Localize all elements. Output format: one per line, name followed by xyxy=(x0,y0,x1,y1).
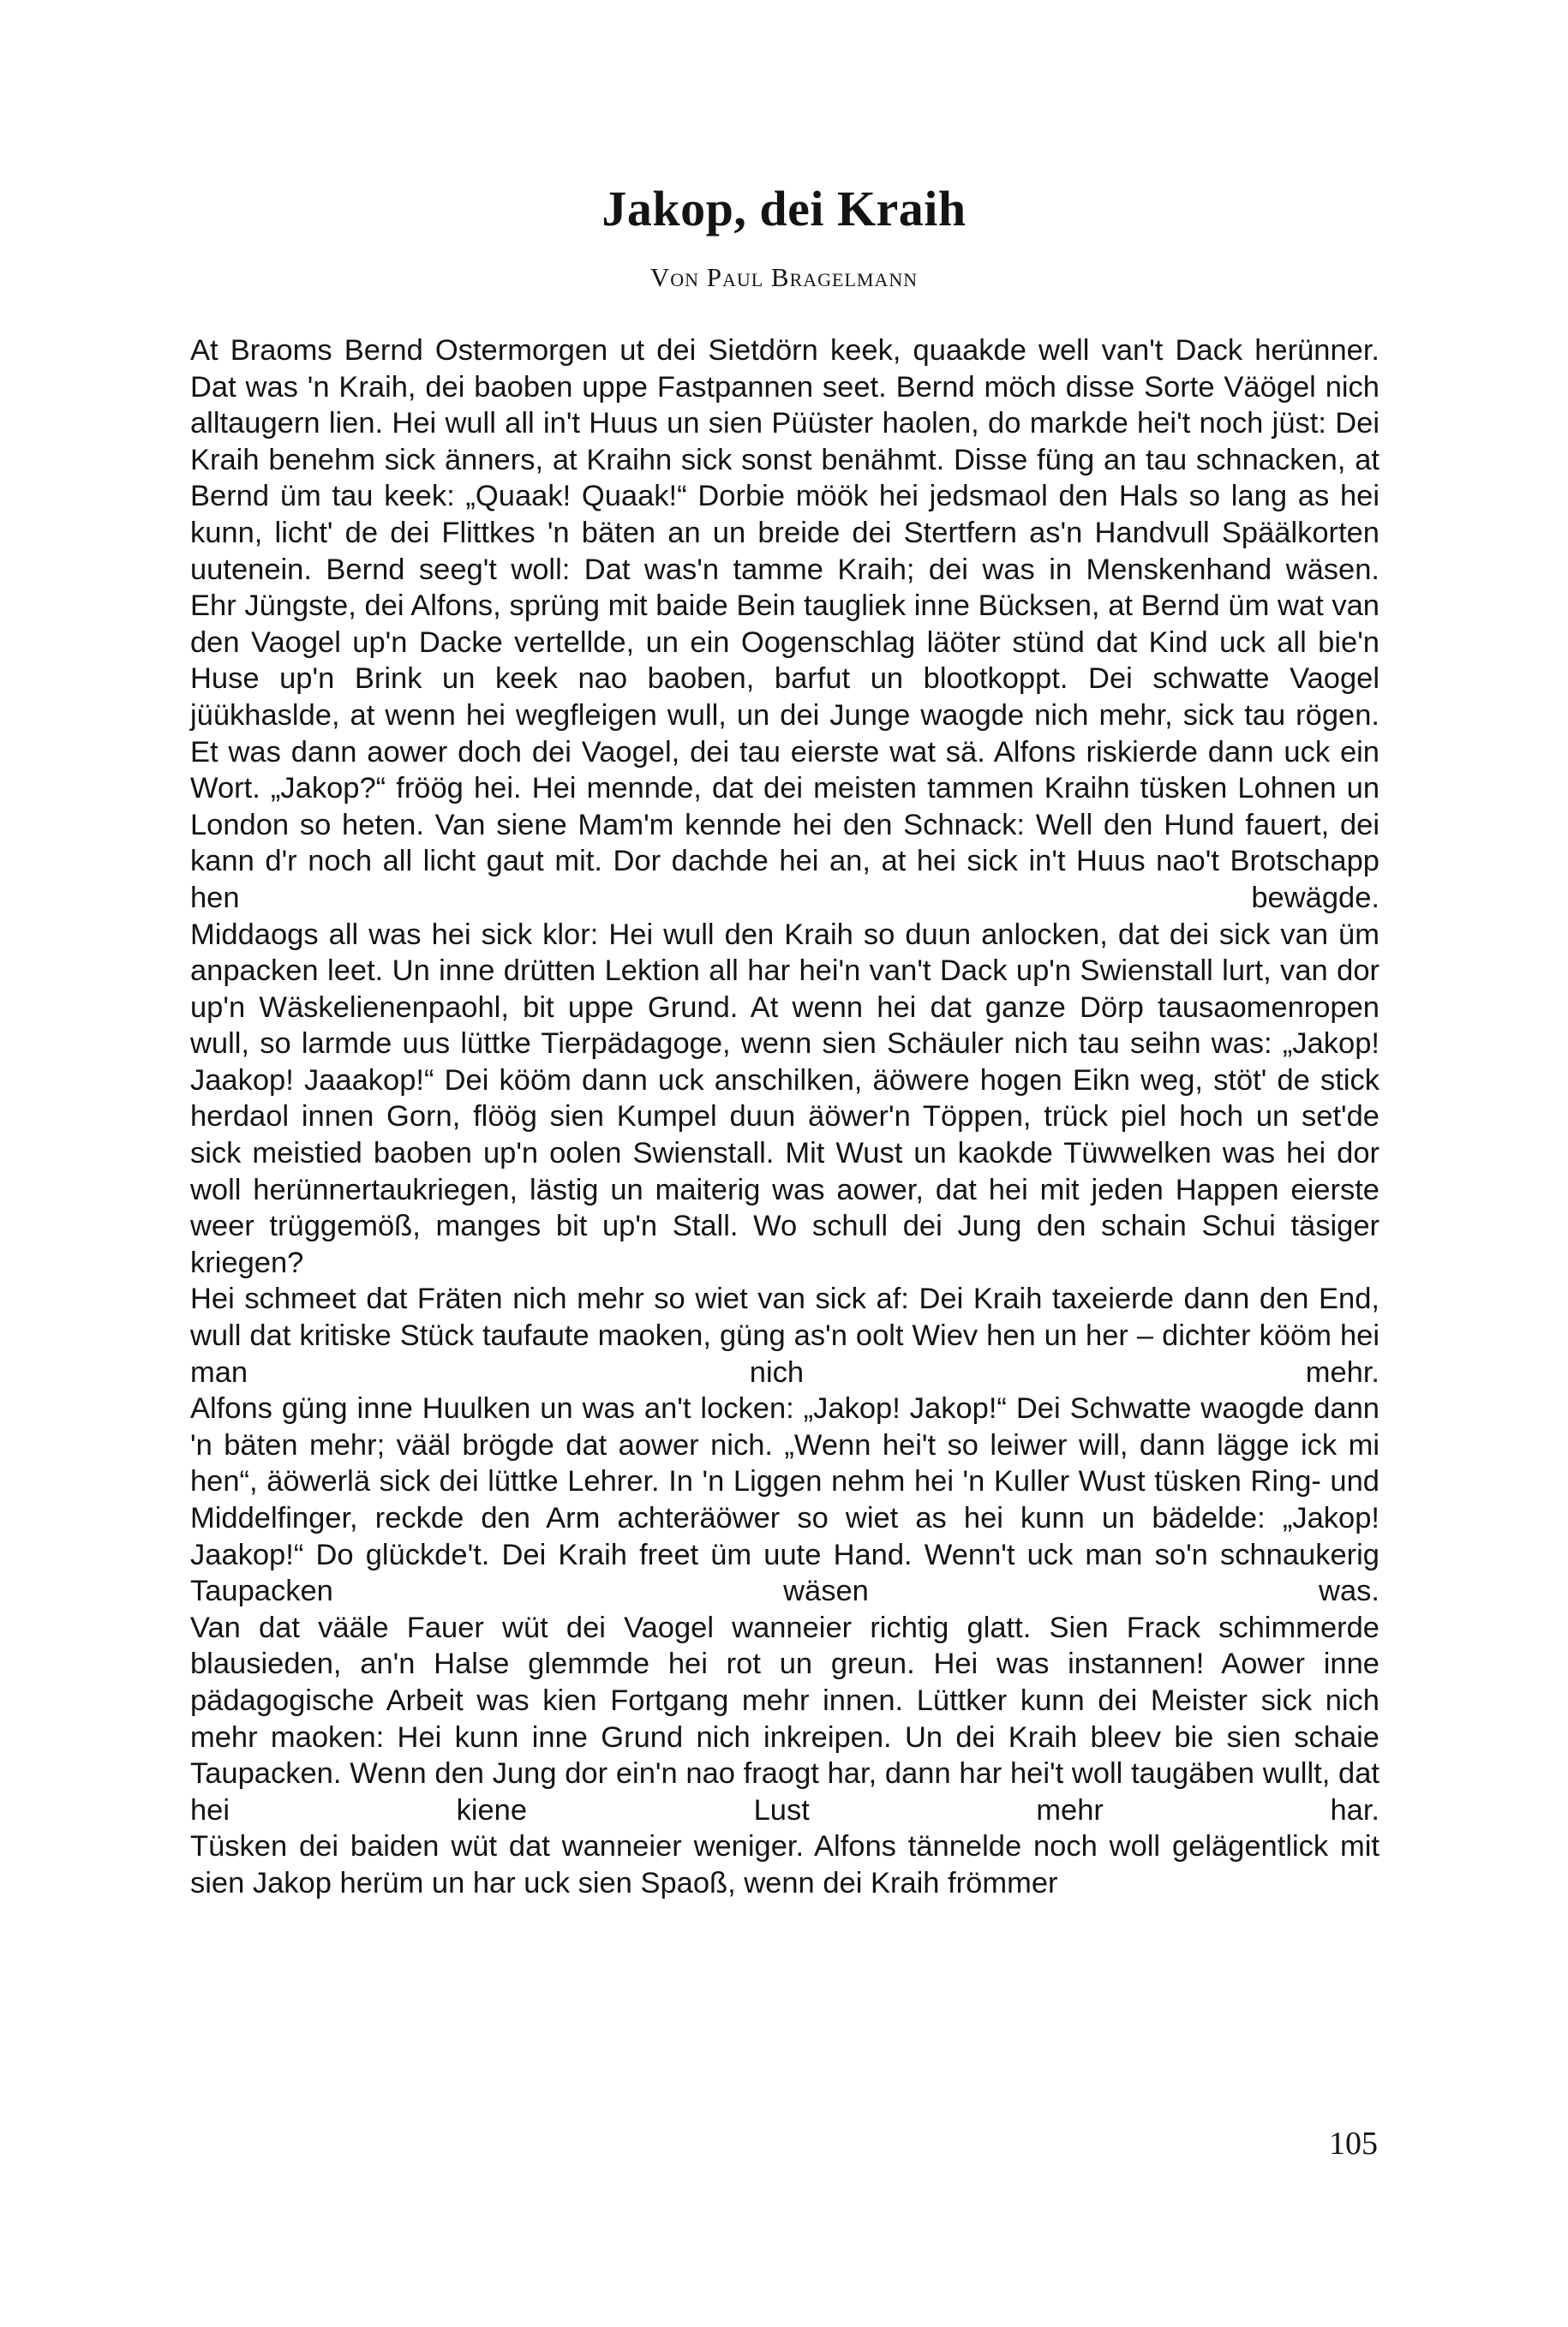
article-body xyxy=(190,332,1379,1902)
paragraph: At Braoms Bernd Ostermorgen ut dei Sietdörn keek, quaakde well van't Dack herünner. Dat was 'n Kraih, dei baoben uppe Fastpannen seet. Bernd möch disse Sorte Väögel nich alltaugern lien. Hei wull all in't Huus un sien Püüster haolen, do markde hei't noch jüst: Dei Kraih benehm sick änners, at Kraihn sick sonst benähmt. Disse füng an tau schnacken, at Bernd üm tau keek: „Quaak! Quaak!“ Dorbie möök hei jedsmaol den Hals so lang as hei kunn, licht' de dei Flittkes 'n bäten an un breide dei Stertfern as'n Handvull Späälkorten uutenein. Bernd seeg't woll: Dat was'n tamme Kraih; dei was in Menskenhand wäsen. xyxy=(190,334,1379,586)
paragraph: Ehr Jüngste, dei Alfons, sprüng mit baide Bein taugliek inne Bücksen, at Bernd üm wat van den Vaogel up'n Dacke vertellde, un ein Oogenschlag läöter stünd dat Kind uck all bie'n Huse up'n Brink un keek nao baoben, barfut un blootkoppt. Dei schwatte Vaogel jüükhaslde, at wenn hei wegfleigen wull, un dei Junge waogde nich mehr, sick tau rögen. Et was dann aower doch dei Vaogel, dei tau eierste wat sä. Alfons riskierde dann uck ein Wort. „Jakop?“ fröög hei. Hei mennde, dat dei meisten tammen Kraihn tüsken Lohnen un London so heten. Van siene Mam'm kennde hei den Schnack: Well den Hund fauert, dei kann d'r noch all licht gaut mit. Dor dachde hei an, at hei sick in't Huus nao't Brotschapp hen bewägde. xyxy=(190,589,1379,914)
paragraph: Alfons güng inne Huulken un was an't locken: „Jakop! Jakop!“ Dei Schwatte waogde dann 'n bäten mehr; vääl brögde dat aower nich. „Wenn hei't so leiwer will, dann lägge ick mi hen“, äöwerlä sick dei lüttke Lehrer. In 'n Liggen nehm hei 'n Kuller Wust tüsken Ring- und Middelfinger, reckde den Arm achteräöwer so wiet as hei kunn un bädelde: „Jakop! Jaakop!“ Do glückde't. Dei Kraih freet üm uute Hand. Wenn't uck man so'n schnaukerig Taupacken wäsen was. xyxy=(190,1392,1379,1608)
paragraph: Tüsken dei baiden wüt dat wanneier weniger. Alfons tännelde noch woll gelägentlick mit sien Jakop herüm un har uck sien Spaoß, wenn dei Kraih frömmer xyxy=(190,1830,1379,1899)
author-byline: Von Paul Bragelmann xyxy=(649,262,919,292)
page-number: 105 xyxy=(1329,2126,1378,2162)
paragraph: Hei schmeet dat Fräten nich mehr so wiet van sick af: Dei Kraih taxeierde dann den End, wull dat kritiske Stück taufaute maoken, güng as'n oolt Wiev hen un her – dichter kööm hei man nich mehr. xyxy=(190,1283,1379,1389)
page-title: Jakop, dei Kraih xyxy=(601,181,967,236)
paragraph: Van dat vääle Fauer wüt dei Vaogel wanneier richtig glatt. Sien Frack schimmerde blausieden, an'n Halse glemmde hei rot un greun. Hei was instannen! Aower inne pädagogische Arbeit was kien Fortgang mehr innen. Lüttker kunn dei Meister sick nich mehr maoken: Hei kunn inne Grund nich inkreipen. Un dei Kraih bleev bie sien schaie Taupacken. Wenn den Jung dor ein'n nao fraogt har, dann har hei't woll taugäben wullt, dat hei kiene Lust mehr har. xyxy=(190,1611,1379,1827)
paragraph: Middaogs all was hei sick klor: Hei wull den Kraih so duun anlocken, dat dei sick van üm anpacken leet. Un inne drütten Lektion all har hei'n van't Dack up'n Swienstall lurt, van dor up'n Wäskelienenpaohl, bit uppe Grund. At wenn hei dat ganze Dörp tausaomenropen wull, so larmde uus lüttke Tierpädagoge, wenn sien Schäuler nich tau seihn was: „Jakop! Jaakop! Jaaakop!“ Dei kööm dann uck anschilken, äöwere hogen Eikn weg, stöt' de stick herdaol innen Gorn, flöög sien Kumpel duun äöwer'n Töppen, trück piel hoch un set'de sick meistied baoben up'n oolen Swienstall. Mit Wust un kaokde Tüwwelken was hei dor woll herünnertaukriegen, lästig un maiterig was aower, dat hei mit jeden Happen eierste weer trüggemöß, manges bit up'n Stall. Wo schull dei Jung den schain Schui täsiger kriegen? xyxy=(190,918,1379,1279)
